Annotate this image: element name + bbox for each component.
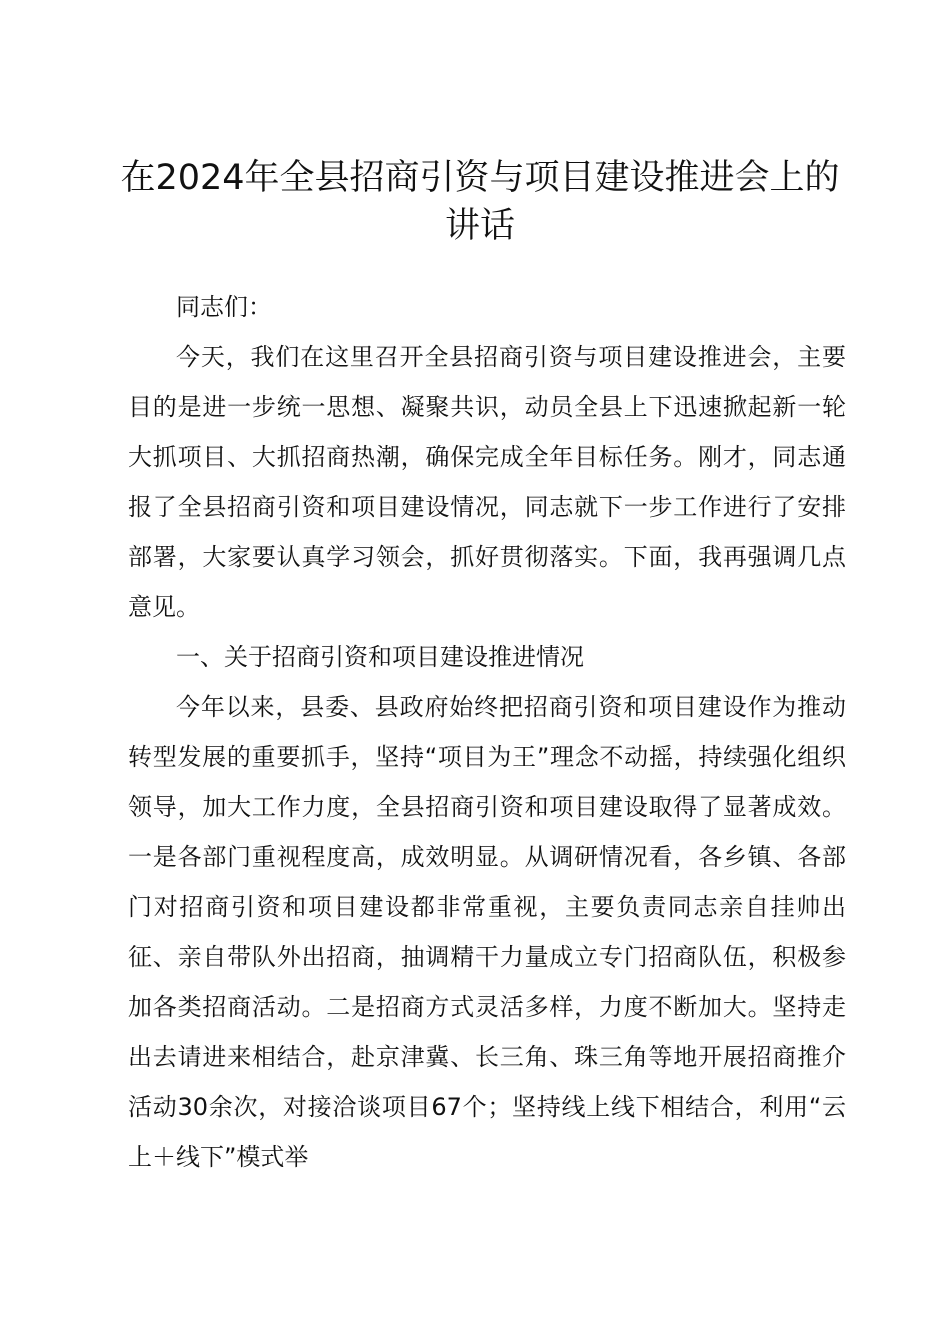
salutation: 同志们：	[176, 293, 272, 321]
section-heading-1: 一、关于招商引资和项目建设推进情况	[176, 643, 584, 671]
document-body	[128, 282, 846, 1182]
section-1-paragraph: 今年以来，县委、县政府始终把招商引资和项目建设作为推动转型发展的重要抓手，坚持“项目为王”理念不动摇，持续强化组织领导，加大工作力度，全县招商引资和项目建设取得了显著成效。一是各部门重视程度高，成效明显。从调研情况看，各乡镇、各部门对招商引资和项目建设都非常重视，主要负责同志亲自挂帅出征、亲自带队外出招商，抽调精干力量成立专门招商队伍，积极参加各类招商活动。二是招商方式灵活多样，力度不断加大。坚持走出去请进来相结合，赴京津冀、长三角、珠三角等地开展招商推介活动30余次，对接洽谈项目67个；坚持线上线下相结合，利用“云上＋线下”模式举	[128, 693, 846, 1171]
document-title: 在2024年全县招商引资与项目建设推进会上的讲话	[120, 158, 840, 246]
intro-paragraph: 今天，我们在这里召开全县招商引资与项目建设推进会，主要目的是进一步统一思想、凝聚共识，动员全县上下迅速掀起新一轮大抓项目、大抓招商热潮，确保完成全年目标任务。刚才，同志通报了全县招商引资和项目建设情况，同志就下一步工作进行了安排部署，大家要认真学习领会，抓好贯彻落实。下面，我再强调几点意见。	[128, 343, 846, 621]
